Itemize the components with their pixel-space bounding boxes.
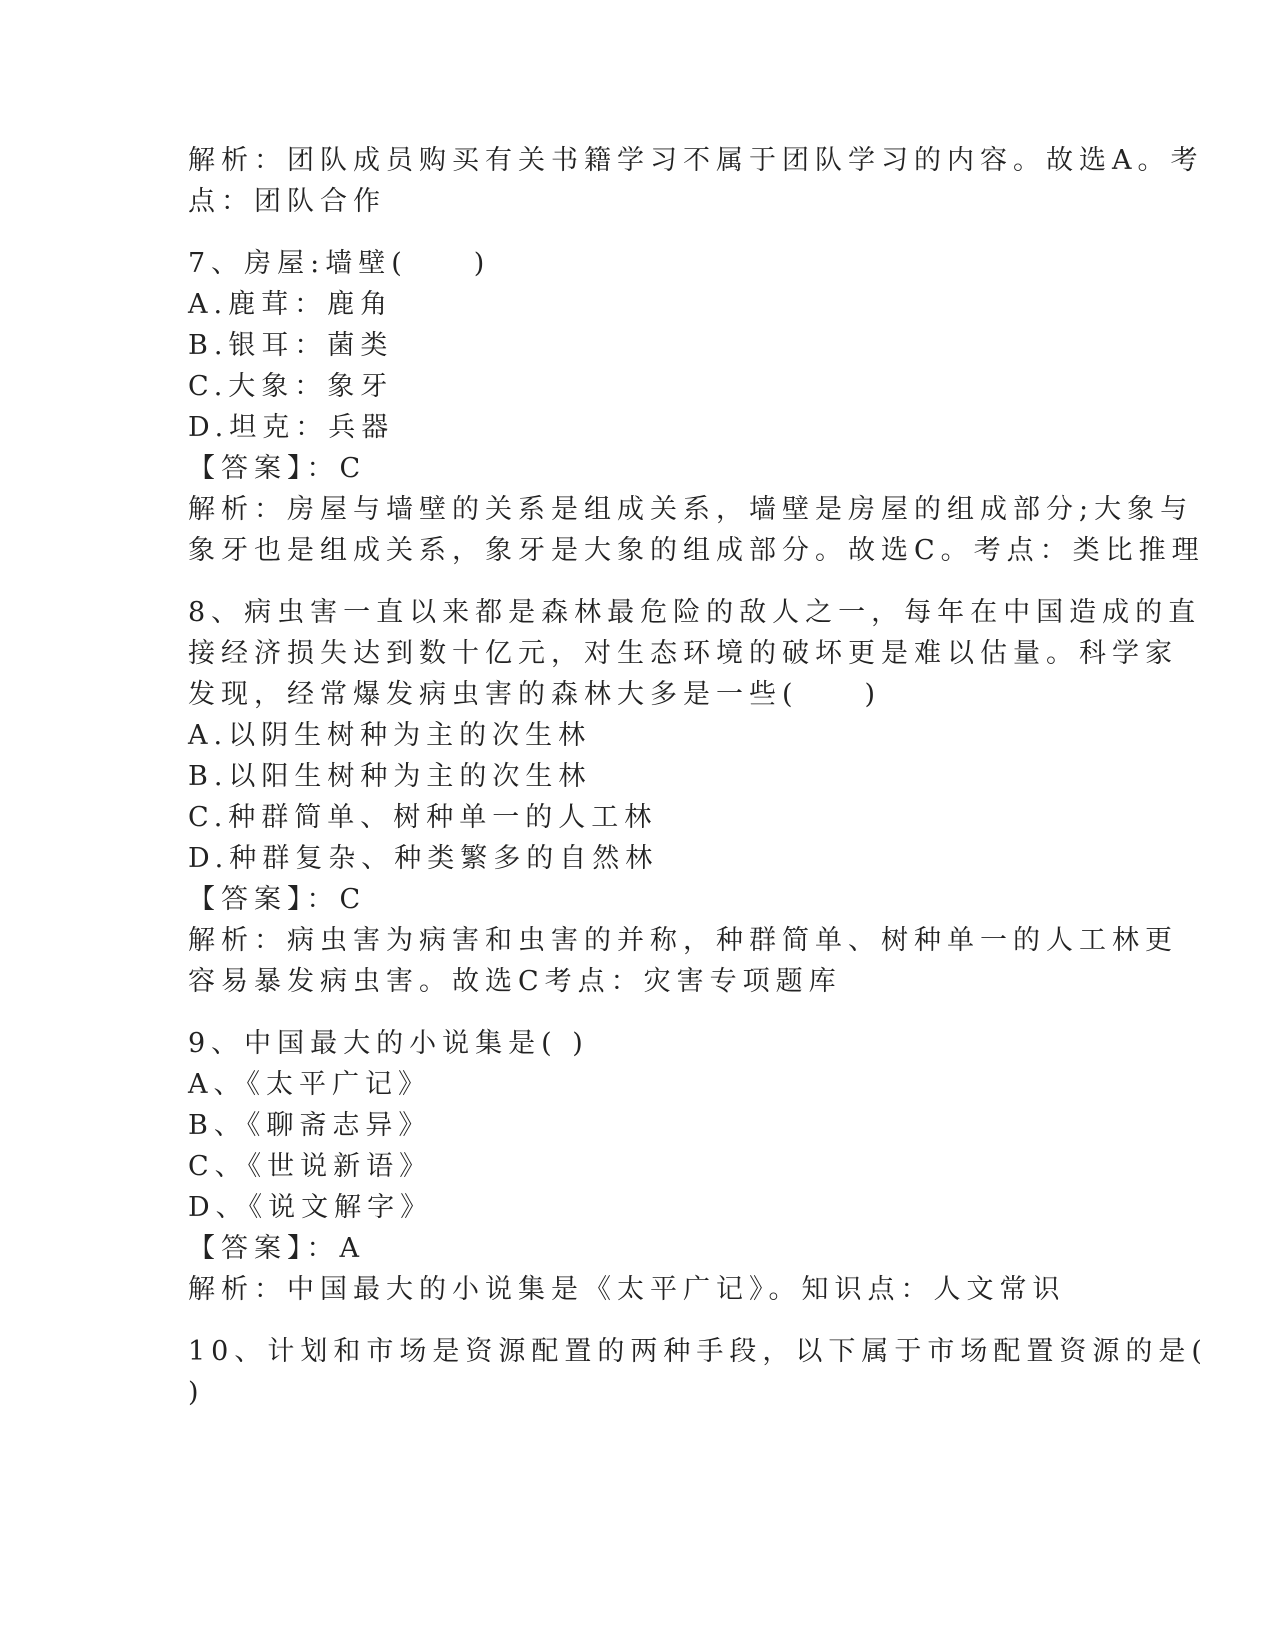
q8-explanation-line-2: 容易暴发病虫害。故选C考点：灾害专项题库 — [188, 966, 842, 997]
q7-option-c: C.大象：象牙 — [188, 371, 394, 402]
q9-question: 9、中国最大的小说集是( ) — [188, 1028, 589, 1059]
q9-explanation: 解析：中国最大的小说集是《太平广记》。知识点：人文常识 — [188, 1274, 1066, 1305]
q9-option-c: C、《世说新语》 — [188, 1151, 433, 1182]
q8-option-c: C.种群简单、树种单一的人工林 — [188, 802, 658, 833]
q8-explanation-line-1: 解析：病虫害为病害和虫害的并称，种群简单、树种单一的人工林更 — [188, 925, 1178, 956]
q10-question-line-2: ) — [188, 1377, 205, 1408]
q8-question-line-2: 接经济损失达到数十亿元，对生态环境的破坏更是难以估量。科学家 — [188, 638, 1178, 669]
q9-option-d: D、《说文解字》 — [188, 1192, 434, 1223]
q7-option-d: D.坦克：兵器 — [188, 412, 395, 443]
q8-answer: 【答案】：C — [188, 884, 367, 915]
q7-answer: 【答案】：C — [188, 453, 367, 484]
q8-question-line-1: 8、病虫害一直以来都是森林最危险的敌人之一，每年在中国造成的直 — [188, 597, 1202, 628]
q7-question: 7、房屋:墙壁( ) — [188, 248, 491, 279]
q8-question-line-3: 发现，经常爆发病虫害的森林大多是一些( ) — [188, 679, 882, 710]
q6-explanation-line-2: 点：团队合作 — [188, 186, 386, 217]
q7-explanation-line-2: 象牙也是组成关系，象牙是大象的组成部分。故选C。考点：类比推理 — [188, 535, 1205, 566]
q10-question-line-1: 10、计划和市场是资源配置的两种手段，以下属于市场配置资源的是( — [188, 1336, 1208, 1367]
q7-option-b: B.银耳：菌类 — [188, 330, 394, 361]
q8-option-d: D.种群复杂、种类繁多的自然林 — [188, 843, 659, 874]
q9-option-a: A、《太平广记》 — [188, 1069, 431, 1100]
q8-option-a: A.以阴生树种为主的次生林 — [188, 720, 592, 751]
q7-option-a: A.鹿茸：鹿角 — [188, 289, 394, 320]
q9-answer: 【答案】：A — [188, 1233, 365, 1264]
q8-option-b: B.以阳生树种为主的次生林 — [188, 761, 592, 792]
q9-option-b: B、《聊斋志异》 — [188, 1110, 432, 1141]
q7-explanation-line-1: 解析：房屋与墙壁的关系是组成关系，墙壁是房屋的组成部分;大象与 — [188, 494, 1194, 525]
q6-explanation-line-1: 解析：团队成员购买有关书籍学习不属于团队学习的内容。故选A。考 — [188, 145, 1204, 176]
